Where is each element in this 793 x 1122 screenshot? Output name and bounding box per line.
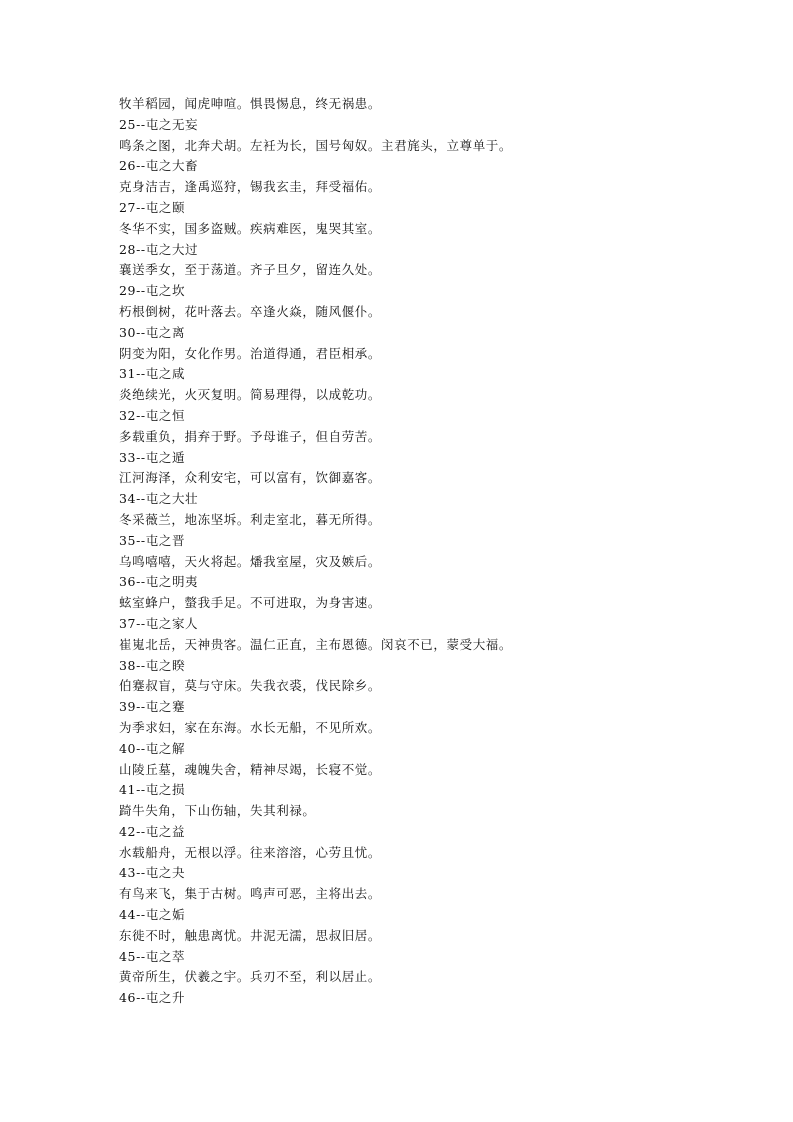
- hexagram-heading: 25--屯之无妄: [119, 116, 199, 132]
- hexagram-heading: 31--屯之咸: [119, 366, 186, 382]
- verse-line: 鸣条之图，北奔犬胡。左衽为长，国号匈奴。主君旄头，立尊单于。: [119, 137, 513, 153]
- hexagram-heading: 39--屯之蹇: [119, 699, 186, 715]
- verse-line: 牧羊稻园，闻虎呻喧。惧畏惕息，终无祸患。: [119, 96, 382, 111]
- hexagram-heading: 29--屯之坎: [119, 283, 186, 299]
- verse-line: 冬采薇兰，地冻坚坼。利走室北，暮无所得。: [119, 511, 382, 527]
- verse-line: 冬华不实，国多盗贼。疾病难医，鬼哭其室。: [119, 220, 382, 236]
- hexagram-heading: 32--屯之恒: [119, 407, 186, 423]
- verse-line: 踦牛失角，下山伤轴，失其利禄。: [119, 803, 316, 819]
- verse-line: 东徙不时，触患离忧。井泥无濡，思叔旧居。: [119, 927, 382, 943]
- hexagram-heading: 37--屯之家人: [119, 615, 199, 631]
- text-body: [119, 94, 679, 1009]
- verse-line: 黄帝所生，伏羲之宇。兵刃不至，利以居止。: [119, 969, 382, 985]
- hexagram-heading: 42--屯之益: [119, 823, 186, 839]
- verse-line: 炎绝续光，火灭复明。简易理得，以成乾功。: [119, 387, 382, 403]
- hexagram-heading: 35--屯之晋: [119, 532, 186, 548]
- hexagram-heading: 34--屯之大壮: [119, 491, 199, 507]
- hexagram-heading: 33--屯之遁: [119, 449, 186, 465]
- hexagram-heading: 30--屯之离: [119, 324, 186, 340]
- hexagram-heading: 27--屯之颐: [119, 199, 186, 215]
- hexagram-heading: 46--屯之升: [119, 990, 186, 1006]
- hexagram-heading: 36--屯之明夷: [119, 574, 199, 590]
- verse-line: 朽根倒树，花叶落去。卒逢火焱，随风偃仆。: [119, 303, 382, 319]
- verse-line: 伯蹇叔盲，莫与守床。失我衣裘，伐民除乡。: [119, 678, 382, 694]
- verse-line: 襄送季女，至于荡道。齐子旦夕，留连久处。: [119, 262, 382, 278]
- verse-line: 多载重负，捐弃于野。予母谁子，但自劳苦。: [119, 428, 382, 444]
- hexagram-heading: 28--屯之大过: [119, 241, 199, 257]
- hexagram-heading: 45--屯之萃: [119, 948, 186, 964]
- hexagram-heading: 41--屯之损: [119, 782, 186, 798]
- verse-line: 为季求妇，家在东海。水长无船，不见所欢。: [119, 719, 382, 735]
- verse-line: 山陵丘墓，魂魄失舍，精神尽竭，长寝不觉。: [119, 761, 382, 777]
- verse-line: 水载船舟，无根以浮。往来溶溶，心劳且忧。: [119, 844, 382, 860]
- verse-line: 克身洁吉，逢禹巡狩，锡我玄圭，拜受福佑。: [119, 179, 382, 195]
- verse-line: 乌鸣嘻嘻，天火将起。燔我室屋，灾及嫉后。: [119, 553, 382, 569]
- verse-line: 蚿室蜂户，螫我手足。不可进取，为身害速。: [119, 595, 382, 611]
- hexagram-heading: 43--屯之夬: [119, 865, 186, 881]
- hexagram-heading: 38--屯之睽: [119, 657, 186, 673]
- verse-line: 江河海泽，众利安宅，可以富有，饮御嘉客。: [119, 470, 382, 486]
- verse-line: 崔嵬北岳，天神贵客。温仁正直，主布恩德。闵哀不已，蒙受大福。: [119, 636, 513, 652]
- hexagram-heading: 26--屯之大畜: [119, 158, 199, 174]
- verse-line: 阴变为阳，女化作男。治道得通，君臣相承。: [119, 345, 382, 361]
- hexagram-heading: 40--屯之解: [119, 740, 186, 756]
- verse-line: 有鸟来飞，集于古树。鸣声可恶，主将出去。: [119, 886, 382, 902]
- hexagram-heading: 44--屯之姤: [119, 907, 186, 923]
